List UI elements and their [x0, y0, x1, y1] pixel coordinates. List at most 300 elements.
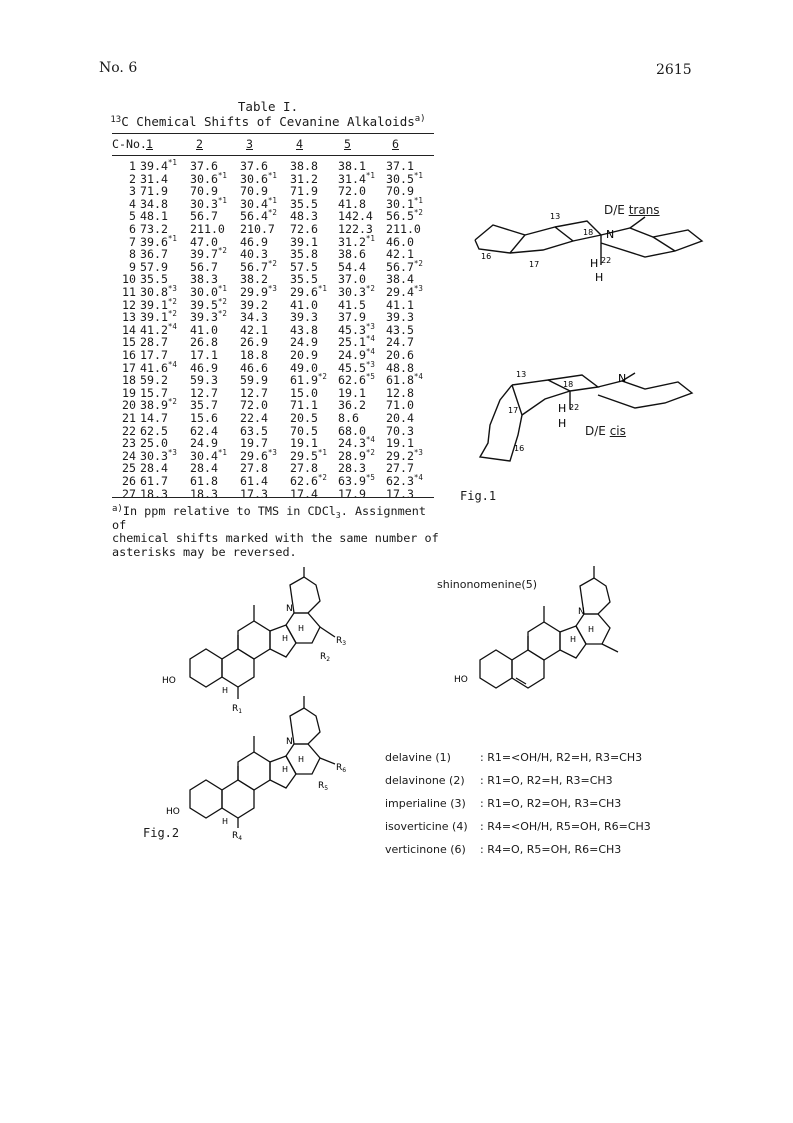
shift-value: 30.4: [240, 196, 268, 211]
carbon-number: 23: [122, 436, 136, 451]
shift-value: 59.9: [240, 373, 268, 388]
fig1-trans-c18: 18: [583, 228, 594, 237]
asterisk-mark: *2: [167, 296, 177, 306]
shift-value: 57.9: [140, 259, 168, 274]
shift-value: 56.7: [386, 259, 414, 274]
asterisk-mark: *3: [267, 447, 277, 457]
asterisk-mark: *4: [365, 334, 375, 344]
asterisk-mark: *3: [267, 284, 277, 293]
fig1-cis-c16: 16: [514, 444, 525, 453]
fig1-cis-c18: 18: [563, 380, 574, 389]
shift-value: 28.3: [338, 461, 366, 476]
asterisk-mark: *3: [413, 447, 423, 457]
shift-value: 31.4: [338, 171, 366, 186]
shift-value: 28.4: [140, 461, 168, 476]
fig2-bottom-nitrogen: N: [286, 737, 293, 747]
shift-value: 12.8: [386, 385, 414, 400]
shift-value: 31.2: [338, 234, 366, 249]
shift-value: 39.1: [140, 297, 168, 312]
shift-value: 41.5: [338, 297, 366, 312]
legend-formula: : R1=O, R2=H, R3=CH3: [480, 774, 613, 787]
shift-value: 40.3: [240, 247, 268, 262]
shift-value: 62.5: [140, 423, 168, 438]
asterisk-mark: *1: [267, 170, 277, 180]
shift-value: 71.9: [140, 184, 168, 199]
fig2-bottom-r4: $R_4$: [232, 831, 243, 840]
shift-value: 18.3: [190, 486, 218, 501]
carbon-number: 21: [122, 411, 136, 425]
shift-value: 61.9: [290, 373, 318, 388]
shift-value: 34.3: [240, 310, 268, 325]
shift-value: 71.1: [290, 398, 318, 413]
asterisk-mark: *4: [365, 347, 375, 356]
asterisk-mark: *2: [317, 372, 327, 382]
shift-value: 70.9: [190, 184, 218, 199]
shift-value: 29.5: [290, 448, 318, 463]
shift-value: 62.6: [338, 373, 366, 388]
fig1-cis-c22: 22: [569, 403, 580, 412]
table-footnote: [112, 505, 442, 559]
shift-value: 39.2: [240, 297, 268, 312]
shift-value: 61.4: [240, 474, 268, 488]
shift-value: 17.4: [290, 486, 318, 501]
shift-value: 35.5: [140, 272, 168, 287]
fig2-top-r2: $R_2$: [320, 652, 331, 663]
legend-formula: : R4=<OH/H, R5=OH, R6=CH3: [480, 820, 651, 833]
shift-value: 17.3: [386, 486, 414, 501]
shift-value: 210.7: [240, 222, 275, 236]
asterisk-mark: *2: [413, 208, 423, 218]
legend-name: delavinone (2): [385, 774, 465, 787]
shift-value: 18.8: [240, 348, 268, 362]
shift-value: 24.9: [338, 348, 366, 362]
shift-value: 17.3: [240, 486, 268, 501]
asterisk-mark: *1: [413, 170, 423, 180]
shift-value: 19.1: [386, 436, 414, 451]
shift-value: 34.8: [140, 196, 168, 211]
fig2-top-r3: $R_3$: [336, 636, 347, 647]
shift-value: 30.1: [386, 196, 414, 211]
shift-value: 39.7: [190, 247, 218, 262]
footnote-line2: chemical shifts marked with the same number of: [112, 531, 439, 545]
shift-value: 38.2: [240, 272, 268, 287]
shift-value: 71.9: [290, 184, 318, 199]
header-compound-1: 1: [146, 137, 153, 151]
shift-value: 39.1: [140, 310, 168, 325]
shift-value: 19.1: [290, 436, 318, 451]
carbon-number: 6: [129, 222, 136, 236]
table-bottom-rule: [112, 497, 434, 498]
shift-value: 35.5: [290, 196, 318, 211]
shift-value: 17.9: [338, 486, 366, 501]
shift-value: 56.7: [240, 259, 268, 274]
fig1-cis-c13: 13: [516, 370, 527, 379]
asterisk-mark: *3: [365, 321, 375, 331]
shift-value: 70.9: [240, 184, 268, 199]
asterisk-mark: *2: [167, 397, 177, 407]
fig2-top-h2: H: [282, 634, 289, 643]
shift-value: 29.4: [386, 285, 414, 299]
carbon-number: 25: [122, 461, 136, 476]
asterisk-mark: *2: [217, 309, 227, 319]
shift-value: 41.8: [338, 196, 366, 211]
shift-value: 41.0: [290, 297, 318, 312]
shift-value: 17.7: [140, 348, 168, 362]
carbon-number: 19: [122, 385, 136, 400]
carbon-number: 10: [122, 272, 136, 287]
fig1-cis-word: cis: [609, 424, 626, 438]
fig2-bottom-r5: $R_5$: [318, 781, 329, 792]
shift-value: 211.0: [190, 222, 225, 236]
shift-value: 39.5: [190, 297, 218, 312]
asterisk-mark: *1: [267, 195, 277, 205]
subtitle-text: Chemical Shifts of Cevanine Alkaloids: [136, 114, 415, 129]
fig2-top-h1: H: [298, 624, 305, 633]
carbon-number: 4: [129, 196, 136, 211]
shift-value: 41.6: [140, 360, 168, 375]
shift-value: 8.6: [338, 411, 359, 425]
asterisk-mark: *1: [317, 447, 327, 457]
shift-value: 48.3: [290, 209, 318, 224]
shift-value: 25.1: [338, 335, 366, 350]
shift-value: 29.2: [386, 448, 414, 463]
shift-value: 19.7: [240, 436, 268, 451]
carbon-number: 16: [122, 348, 136, 362]
shift-value: 37.6: [240, 159, 268, 173]
shift-value: 72.0: [240, 398, 268, 413]
legend-name: imperialine (3): [385, 797, 466, 810]
header-compound-3: 3: [246, 137, 253, 151]
asterisk-mark: *5: [365, 372, 375, 382]
shift-value: 49.0: [290, 360, 318, 375]
shift-value: 12.7: [240, 385, 268, 400]
carbon-number: 2: [129, 171, 136, 186]
shift-value: 30.4: [190, 448, 218, 463]
shift-value: 14.7: [140, 411, 168, 425]
asterisk-mark: *2: [217, 246, 227, 256]
shift-value: 30.6: [240, 171, 268, 186]
footnote-text-b: . Assignment of: [112, 504, 426, 532]
shift-value: 43.5: [386, 322, 414, 337]
shift-value: 15.0: [290, 385, 318, 400]
carbon-number: 26: [122, 474, 136, 488]
asterisk-mark: *4: [365, 435, 375, 445]
carbon-number: 7: [129, 234, 136, 249]
shift-value: 24.3: [338, 436, 366, 451]
shift-value: 42.1: [240, 322, 268, 337]
asterisk-mark: *1: [365, 233, 375, 243]
shift-value: 19.1: [338, 385, 366, 400]
legend-formula: : R1=O, R2=OH, R3=CH3: [480, 797, 622, 810]
shift-cell: [290, 488, 318, 501]
shift-value: 45.3: [338, 322, 366, 337]
shift-value: 46.9: [240, 234, 268, 249]
fig2-shino-h2: H: [570, 635, 577, 644]
shift-value: 39.3: [190, 310, 218, 325]
carbon-number: 11: [122, 285, 136, 299]
shift-value: 46.0: [386, 234, 414, 249]
shift-value: 38.3: [190, 272, 218, 287]
shift-value: 41.2: [140, 322, 168, 337]
shift-value: 26.8: [190, 335, 218, 350]
shift-value: 56.7: [190, 259, 218, 274]
shift-value: 62.6: [290, 474, 318, 488]
header-c-no: C-No.: [112, 137, 147, 151]
asterisk-mark: *4: [413, 473, 423, 482]
shift-value: 142.4: [338, 209, 373, 224]
shift-value: 31.4: [140, 171, 168, 186]
shift-value: 41.0: [190, 322, 218, 337]
fig2-bottom-h2: H: [282, 765, 289, 774]
shift-value: 26.9: [240, 335, 268, 350]
fig2-shino-h1: H: [588, 625, 595, 634]
fig2-top-h3: H: [222, 686, 229, 695]
shift-value: 20.6: [386, 348, 414, 362]
shift-value: 70.3: [386, 423, 414, 438]
fig1-cis-h1: H: [558, 402, 567, 415]
shift-value: 61.8: [190, 474, 218, 488]
shift-value: 35.5: [290, 272, 318, 287]
asterisk-mark: *1: [167, 233, 177, 243]
shift-value: 30.0: [190, 285, 218, 299]
shift-value: 73.2: [140, 222, 168, 236]
asterisk-mark: *1: [217, 284, 227, 293]
shift-value: 36.2: [338, 398, 366, 413]
footnote-line1: [112, 505, 442, 532]
shift-value: 59.3: [190, 373, 218, 388]
shift-value: 17.1: [190, 348, 218, 362]
shift-value: 25.0: [140, 436, 168, 451]
shift-value: 30.8: [140, 285, 168, 299]
journal-issue: No. 6: [99, 60, 138, 76]
carbon-number: 18: [122, 373, 136, 388]
fig1-trans-nitrogen: N: [606, 228, 615, 241]
legend-formula: : R4=O, R5=OH, R6=CH3: [480, 843, 622, 856]
shift-value: 24.7: [386, 335, 414, 350]
shift-value: 27.7: [386, 461, 414, 476]
carbon-number: 12: [122, 297, 136, 312]
asterisk-mark: *1: [167, 158, 177, 167]
carbon-number: 5: [129, 209, 136, 224]
shift-value: 31.2: [290, 171, 318, 186]
legend-name: verticinone (6): [385, 843, 466, 856]
fig1-cis-structure: [460, 365, 700, 485]
shift-value: 47.0: [190, 234, 218, 249]
shift-value: 72.0: [338, 184, 366, 199]
subtitle-isotope: 13: [110, 115, 122, 125]
shift-value: 48.1: [140, 209, 168, 224]
shift-value: 22.4: [240, 411, 268, 425]
legend-name: isoverticine (4): [385, 820, 468, 833]
shift-value: 54.4: [338, 259, 366, 274]
shift-value: 56.7: [190, 209, 218, 224]
asterisk-mark: *3: [413, 284, 423, 293]
shift-value: 57.5: [290, 259, 318, 274]
fig2-shino-nitrogen: N: [578, 607, 585, 617]
header-compound-4: 4: [296, 137, 303, 151]
shift-cell: [386, 488, 414, 501]
fig1-trans-h1: H: [590, 257, 599, 270]
fig1-cis-c17: 17: [508, 406, 519, 415]
shift-cell: [140, 488, 168, 501]
shift-value: 68.0: [338, 423, 366, 438]
legend-formula: : R1=<OH/H, R2=H, R3=CH3: [480, 751, 643, 764]
asterisk-mark: *4: [167, 359, 177, 369]
fig1-trans-word: trans: [628, 203, 660, 217]
shift-value: 28.7: [140, 335, 168, 350]
legend-name: delavine (1): [385, 751, 451, 764]
shift-value: 42.1: [386, 247, 414, 262]
carbon-number: 8: [129, 247, 136, 262]
carbon-number: 1: [129, 159, 136, 173]
shift-value: 15.6: [190, 411, 218, 425]
fig1-trans-c22: 22: [601, 256, 612, 265]
asterisk-mark: *5: [365, 473, 375, 482]
fig2-top-nitrogen: N: [286, 604, 293, 614]
shift-value: 20.4: [386, 411, 414, 425]
shift-value: 46.6: [240, 360, 268, 375]
carbon-number: 14: [122, 322, 136, 337]
shift-value: 28.4: [190, 461, 218, 476]
fig1-trans-label: D/E trans: [604, 203, 660, 217]
shift-value: 122.3: [338, 222, 373, 236]
asterisk-mark: *3: [167, 447, 177, 457]
shift-value: 20.5: [290, 411, 318, 425]
shift-cell: [240, 488, 268, 501]
table-title: Table I.: [237, 99, 299, 114]
shift-value: 30.3: [140, 448, 168, 463]
shift-value: 63.5: [240, 423, 268, 438]
fig1-caption: Fig.1: [460, 489, 497, 503]
carbon-number: 13: [122, 310, 136, 325]
shift-value: 18.3: [140, 486, 168, 501]
asterisk-mark: *1: [217, 170, 227, 180]
carbon-number: 22: [122, 423, 136, 438]
asterisk-mark: *2: [365, 447, 375, 457]
shift-value: 70.9: [386, 184, 414, 199]
shift-value: 41.1: [386, 297, 414, 312]
shift-value: 59.2: [140, 373, 168, 388]
header-compound-5: 5: [344, 137, 351, 151]
shift-value: 27.8: [290, 461, 318, 476]
fig2-bottom-h1: H: [298, 755, 305, 764]
asterisk-mark: *4: [413, 372, 423, 382]
shift-value: 62.4: [190, 423, 218, 438]
shift-value: 38.8: [290, 159, 318, 173]
asterisk-mark: *1: [217, 195, 227, 205]
subtitle-note: a): [414, 114, 426, 124]
shift-value: 29.6: [290, 285, 318, 299]
shift-value: 211.0: [386, 222, 421, 236]
asterisk-mark: *1: [413, 195, 423, 205]
footnote-text-a: In ppm relative to TMS in CDCl: [122, 504, 336, 518]
shinonomenine-label: shinonomenine(5): [437, 578, 537, 591]
shift-value: 72.6: [290, 222, 318, 236]
footnote-sub: 3: [335, 511, 341, 520]
shift-value: 29.9: [240, 285, 268, 299]
shift-value: 39.1: [290, 234, 318, 249]
fig2-top-ho: HO: [162, 676, 176, 686]
carbon-number: 15: [122, 335, 136, 350]
asterisk-mark: *4: [167, 321, 177, 331]
fig1-trans-c16: 16: [481, 252, 492, 261]
asterisk-mark: *3: [167, 284, 177, 293]
shift-value: 38.1: [338, 159, 366, 173]
carbon-number: 24: [122, 448, 136, 463]
table-header-rule: [112, 155, 434, 156]
shift-value: 61.7: [140, 474, 168, 488]
shift-value: 20.9: [290, 348, 318, 362]
asterisk-mark: *1: [317, 284, 327, 293]
shift-value: 39.6: [140, 234, 168, 249]
shift-value: 56.4: [240, 209, 268, 224]
shift-value: 46.9: [190, 360, 218, 375]
shift-value: 35.8: [290, 247, 318, 262]
carbon-number: 9: [129, 259, 136, 274]
shift-value: 36.7: [140, 247, 168, 262]
fig1-trans-structure: [455, 195, 715, 295]
carbon-number: 17: [122, 360, 136, 375]
fig2-structure-shinonomenine: [450, 560, 650, 710]
shift-value: 37.9: [338, 310, 366, 325]
fig2-bottom-h3: H: [222, 817, 229, 826]
shift-value: 48.8: [386, 360, 414, 375]
footnote-mark: a): [112, 504, 123, 514]
asterisk-mark: *2: [365, 284, 375, 293]
table-top-rule: [112, 133, 434, 134]
asterisk-mark: *2: [267, 208, 277, 218]
shift-value: 71.0: [386, 398, 414, 413]
footnote-line3: asterisks may be reversed.: [112, 544, 297, 559]
shift-value: 43.8: [290, 322, 318, 337]
table-subtitle: $^{13}$C Chemical Shifts of Cevanine Alkaloids$^{a)}$: [110, 114, 426, 129]
shift-value: 29.6: [240, 448, 268, 463]
fig2-bottom-r6: $R_6$: [336, 763, 347, 774]
fig2-shino-ho: HO: [454, 675, 468, 685]
asterisk-mark: *2: [413, 258, 423, 268]
asterisk-mark: *2: [267, 258, 277, 268]
carbon-number: 3: [129, 184, 136, 199]
shift-value: 12.7: [190, 385, 218, 400]
shift-value: 70.5: [290, 423, 318, 438]
shift-value: 30.3: [338, 285, 366, 299]
fig1-trans-c17: 17: [529, 260, 540, 269]
header-compound-2: 2: [196, 137, 203, 151]
shift-value: 39.4: [140, 159, 168, 173]
asterisk-mark: *1: [217, 447, 227, 457]
shift-value: 37.6: [190, 159, 218, 173]
carbon-number: 27: [122, 486, 136, 501]
table-title-block: [108, 99, 428, 129]
shift-value: 62.3: [386, 474, 414, 488]
shift-value: 61.8: [386, 373, 414, 388]
asterisk-mark: *3: [365, 359, 375, 369]
fig1-cis-nitrogen: N: [618, 372, 627, 385]
shift-value: 28.9: [338, 448, 366, 463]
shift-value: 30.5: [386, 171, 414, 186]
shift-value: 38.4: [386, 272, 414, 287]
shift-value: 56.5: [386, 209, 414, 224]
fig2-caption: Fig.2: [143, 826, 180, 840]
shift-value: 38.6: [338, 247, 366, 262]
shift-value: 35.7: [190, 398, 218, 413]
asterisk-mark: *2: [317, 473, 327, 482]
asterisk-mark: *1: [365, 170, 375, 180]
shift-value: 30.6: [190, 171, 218, 186]
shift-value: 39.3: [386, 310, 414, 325]
shift-value: 63.9: [338, 474, 366, 488]
shift-value: 39.3: [290, 310, 318, 325]
